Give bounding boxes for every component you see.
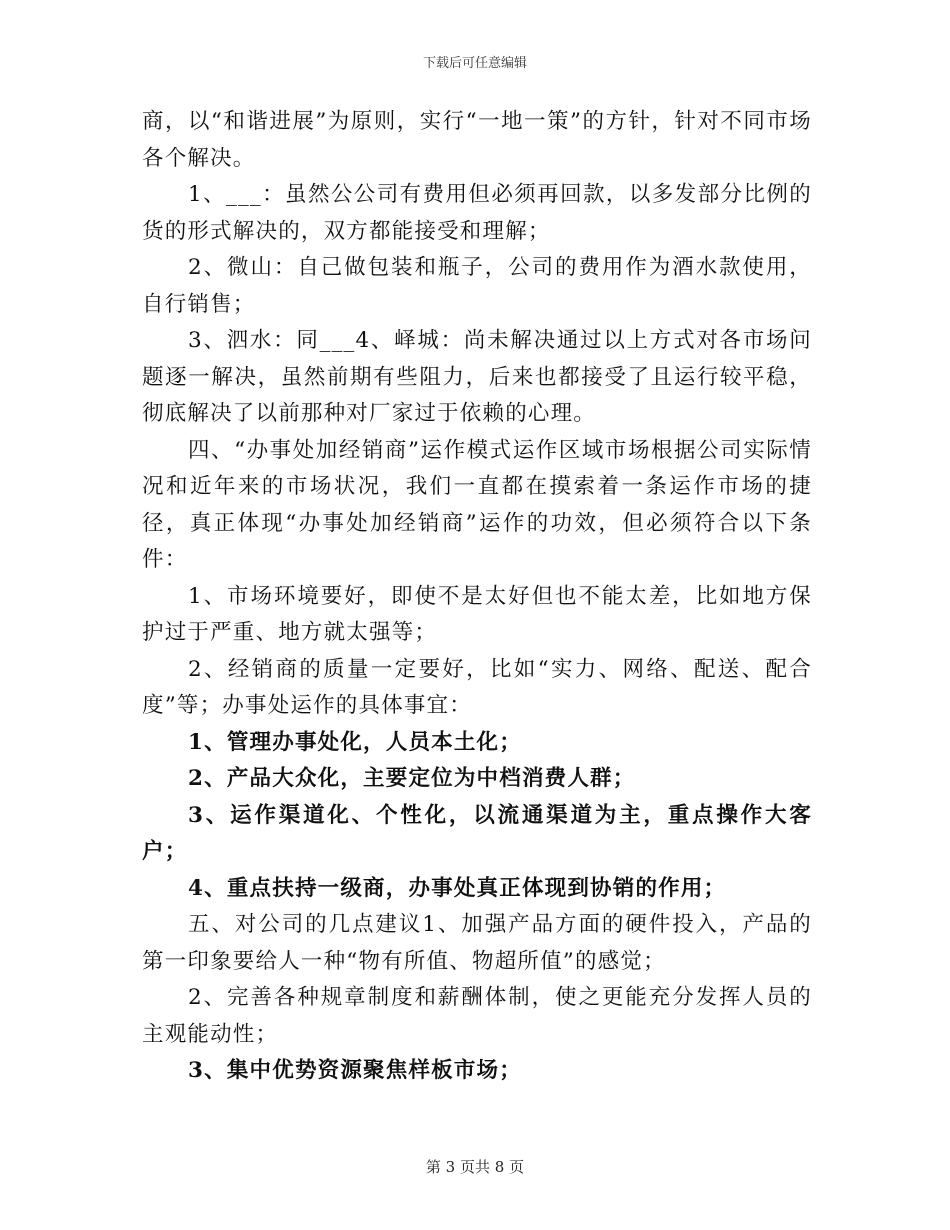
paragraph-6: 1、市场环境要好，即使不是太好但也不能太差，比如地方保护过于严重、地方就太强等；: [142, 583, 812, 645]
paragraph-8-bold: 1、管理办事处化，人员本土化；: [188, 729, 522, 755]
paragraph-1: 商，以“和谐进展”为原则，实行“一地一策”的方针，针对不同市场各个解决。: [142, 109, 812, 171]
page-footer: 第 3 页共 8 页: [425, 1158, 525, 1176]
paragraph-10-bold: 3、运作渠道化、个性化，以流通渠道为主，重点操作大客户；: [142, 802, 812, 864]
page-header: 下载后可任意编辑: [422, 56, 527, 71]
paragraph-12: 五、对公司的几点建议1、加强产品方面的硬件投入，产品的第一印象要给人一种“物有所值、物超所值”的感觉；: [142, 912, 812, 974]
paragraph-5: 四、“办事处加经销商”运作模式运作区域市场根据公司实际情况和近年来的市场状况，我们一直都在摸索着一条运作市场的捷径，真正体现“办事处加经销商”运作的功效，但必须符合以下条件：: [142, 437, 812, 572]
paragraph-13: 2、完善各种规章制度和薪酬体制，使之更能充分发挥人员的主观能动性；: [142, 985, 812, 1047]
paragraph-4: 3、泗水：同___4、峄城：尚未解决通过以上方式对各市场问题逐一解决，虽然前期有些阻力，后来也都接受了且运行较平稳，彻底解决了以前那种对厂家过于依赖的心理。: [142, 328, 812, 426]
paragraph-9-bold: 2、产品大众化，主要定位为中档消费人群；: [188, 766, 636, 791]
paragraph-2: 1、___：虽然公公司有费用但必须再回款，以多发部分比例的货的形式解决的，双方都能接受和理解；: [142, 182, 812, 244]
paragraph-7: 2、经销商的质量一定要好，比如“实力、网络、配送、配合度”等；办事处运作的具体事宜：: [142, 656, 812, 718]
paragraph-11-bold: 4、重点扶持一级商，办事处真正体现到协销的作用；: [188, 875, 727, 901]
paragraph-14-bold: 3、集中优势资源聚焦样板市场；: [188, 1058, 522, 1083]
paragraph-3: 2、微山：自己做包装和瓶子，公司的费用作为酒水款使用，自行销售；: [142, 255, 812, 317]
document-body: [142, 104, 812, 1090]
